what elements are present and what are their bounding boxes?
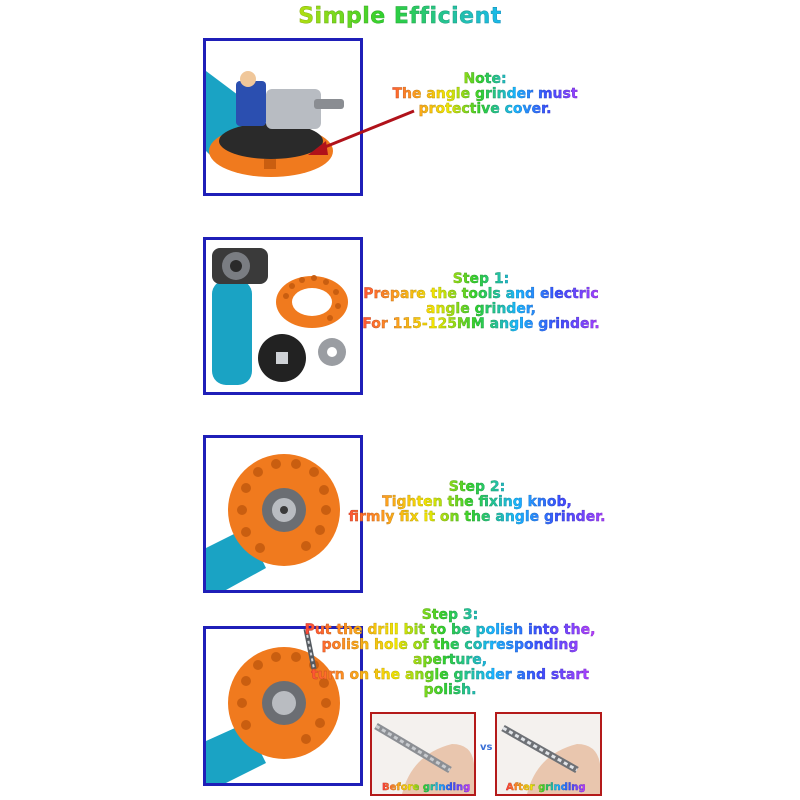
note-heading: Note:	[380, 72, 590, 87]
step3-line: polish.	[300, 683, 600, 698]
step3-line: aperture,	[300, 653, 600, 668]
step2-heading: Step 2:	[338, 480, 616, 495]
step1-heading: Step 1:	[352, 272, 610, 287]
step3-text	[300, 608, 600, 698]
cover-mounted-illustration	[206, 438, 360, 590]
vs-label: vs	[480, 742, 493, 753]
note-text	[380, 72, 590, 117]
step1-line: Prepare the tools and electric	[352, 287, 610, 302]
tools-and-grinder-illustration	[206, 240, 360, 392]
step3-line: Put the drill bit to be polish into the,	[300, 623, 600, 638]
step3-line: polish hole of the corresponding	[300, 638, 600, 653]
note-line: The angle grinder must	[380, 87, 590, 102]
step1-line: For 115-125MM angle grinder.	[352, 317, 610, 332]
note-line: protective cover.	[380, 102, 590, 117]
step1-line: angle grinder,	[352, 302, 610, 317]
step3-heading: Step 3:	[300, 608, 600, 623]
step2-text	[338, 480, 616, 525]
page-title: Simple Efficient	[0, 4, 800, 29]
step2-line: firmly fix it on the angle grinder.	[338, 510, 616, 525]
before-grinding-caption: Before grinding	[382, 782, 471, 793]
step3-line: turn on the angle grinder and start	[300, 668, 600, 683]
after-grinding-caption: After grinding	[506, 782, 586, 793]
step2-line: Tighten the fixing knob,	[338, 495, 616, 510]
step1-text	[352, 272, 610, 332]
step1-image-panel	[203, 237, 363, 395]
